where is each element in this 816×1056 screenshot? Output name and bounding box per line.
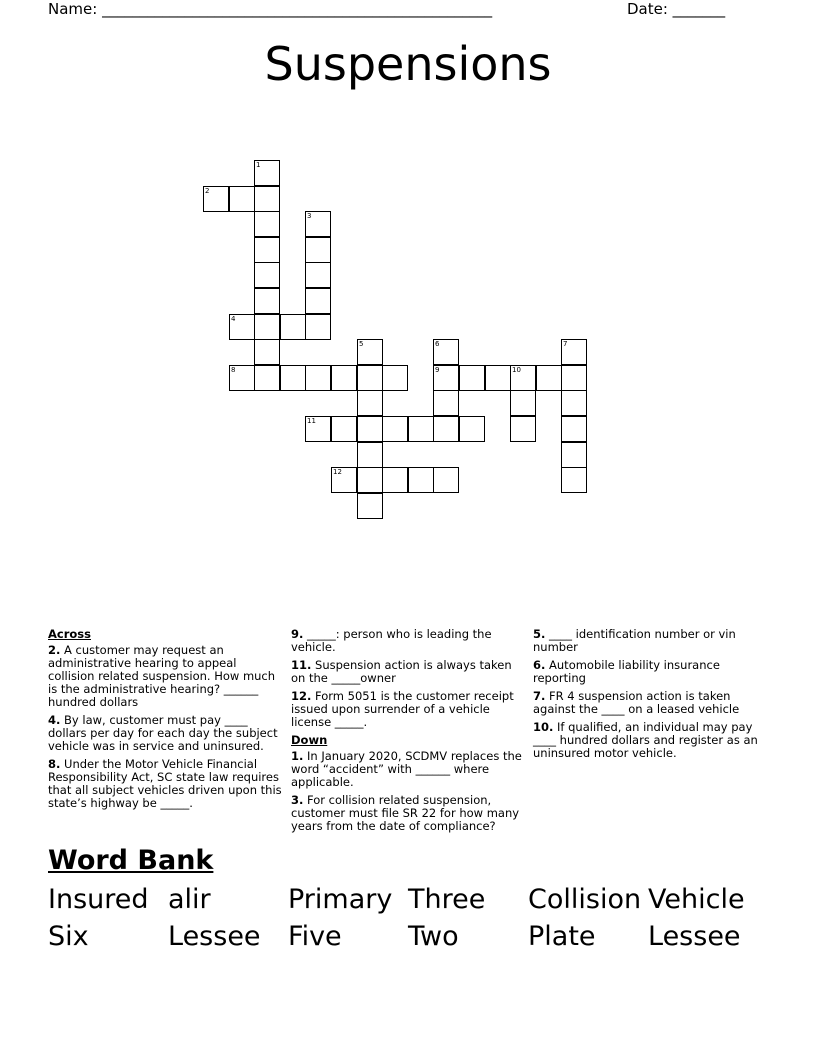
clue-across-2: 2. A customer may request an administrative hearing to appeal collision related suspension. How much is the administrative hearing? ______ hundred dollars <box>48 643 276 709</box>
crossword-cell[interactable] <box>203 186 229 212</box>
word-bank-word: alir <box>168 884 211 915</box>
crossword-cell[interactable] <box>305 365 331 391</box>
crossword-cell[interactable] <box>305 416 331 442</box>
clue-number-9: 9 <box>435 366 440 374</box>
clue-number-2: 2 <box>205 187 210 195</box>
crossword-cell[interactable] <box>331 467 357 493</box>
crossword-cell[interactable] <box>561 339 587 365</box>
crossword-cell[interactable] <box>408 416 434 442</box>
crossword-cell[interactable] <box>536 365 562 391</box>
crossword-cell[interactable] <box>382 467 408 493</box>
crossword-cell[interactable] <box>433 467 459 493</box>
crossword-cell[interactable] <box>229 365 255 391</box>
clue-number-10: 10 <box>512 366 521 374</box>
clue-down-6: 6. Automobile liability insurance reporting <box>533 658 720 685</box>
clues-column-1 <box>48 628 284 815</box>
down-heading: Down <box>291 733 328 747</box>
word-bank-word: Plate <box>528 921 596 952</box>
crossword-cell[interactable] <box>305 211 331 237</box>
clue-number-3: 3 <box>307 212 312 220</box>
clues-column-2 <box>291 628 527 838</box>
word-bank-word: Collision <box>528 884 642 915</box>
crossword-cell[interactable] <box>331 416 357 442</box>
crossword-cell[interactable] <box>357 365 383 391</box>
crossword-cell[interactable] <box>357 493 383 519</box>
clue-across-9: 9. _____: person who is leading the vehicle. <box>291 627 492 654</box>
crossword-cell[interactable] <box>305 262 331 288</box>
crossword-cell[interactable] <box>561 467 587 493</box>
crossword-cell[interactable] <box>305 237 331 263</box>
word-bank-word: Primary <box>288 884 393 915</box>
clue-number-6: 6 <box>435 340 440 348</box>
crossword-cell[interactable] <box>510 365 536 391</box>
clue-down-1: 1. In January 2020, SCDMV replaces the word “accident” with ______ where applicable. <box>291 749 522 789</box>
crossword-cell[interactable] <box>280 365 306 391</box>
crossword-cell[interactable] <box>382 365 408 391</box>
page-title: Suspensions <box>264 37 552 91</box>
crossword-cell[interactable] <box>254 314 280 340</box>
word-bank-word: Five <box>288 921 342 952</box>
crossword-cell[interactable] <box>561 416 587 442</box>
crossword-cell[interactable] <box>561 365 587 391</box>
crossword-cell[interactable] <box>357 442 383 468</box>
clue-across-12: 12. Form 5051 is the customer receipt issued upon surrender of a vehicle license _____. <box>291 689 514 729</box>
word-bank-word: Insured <box>48 884 149 915</box>
clue-number-5: 5 <box>359 340 364 348</box>
clue-down-3: 3. For collision related suspension, customer must file SR 22 for how many years from the date of compliance? <box>291 793 520 833</box>
crossword-cell[interactable] <box>433 390 459 416</box>
clue-across-11: 11. Suspension action is always taken on the _____owner <box>291 658 512 685</box>
clue-across-8: 8. Under the Motor Vehicle Financial Responsibility Act, SC state law requires that all subject vehicles driven upon this state’s highway be _____. <box>48 757 282 810</box>
crossword-cell[interactable] <box>433 339 459 365</box>
crossword-cell[interactable] <box>357 467 383 493</box>
word-bank-word: Three <box>408 884 486 915</box>
clue-down-7: 7. FR 4 suspension action is taken against the ____ on a leased vehicle <box>533 689 740 716</box>
word-bank-word: Six <box>48 921 89 952</box>
crossword-cell[interactable] <box>433 365 459 391</box>
clue-number-7: 7 <box>563 340 568 348</box>
crossword-cell[interactable] <box>459 365 485 391</box>
crossword-cell[interactable] <box>561 442 587 468</box>
clue-down-5: 5. ____ identification number or vin number <box>533 627 736 654</box>
crossword-cell[interactable] <box>254 262 280 288</box>
crossword-cell[interactable] <box>357 416 383 442</box>
crossword-cell[interactable] <box>254 211 280 237</box>
word-bank-word: Vehicle <box>648 884 745 915</box>
crossword-cell[interactable] <box>305 314 331 340</box>
word-bank-word: Lessee <box>648 921 741 952</box>
crossword-cell[interactable] <box>254 365 280 391</box>
crossword-cell[interactable] <box>561 390 587 416</box>
clue-number-4: 4 <box>231 315 236 323</box>
word-bank-title: Word Bank <box>48 845 214 876</box>
crossword-cell[interactable] <box>254 186 280 212</box>
crossword-cell[interactable] <box>357 339 383 365</box>
word-bank-word: Two <box>408 921 459 952</box>
crossword-cell[interactable] <box>254 160 280 186</box>
crossword-cell[interactable] <box>510 416 536 442</box>
crossword-cell[interactable] <box>254 288 280 314</box>
crossword-cell[interactable] <box>229 314 255 340</box>
clues-column-3 <box>533 628 769 765</box>
clue-number-1: 1 <box>256 161 261 169</box>
crossword-cell[interactable] <box>305 288 331 314</box>
crossword-cell[interactable] <box>229 186 255 212</box>
crossword-cell[interactable] <box>408 467 434 493</box>
crossword-cell[interactable] <box>433 416 459 442</box>
clue-number-8: 8 <box>231 366 236 374</box>
word-bank-word: Lessee <box>168 921 261 952</box>
across-heading: Across <box>48 627 91 641</box>
crossword-cell[interactable] <box>459 416 485 442</box>
crossword-cell[interactable] <box>485 365 511 391</box>
clue-number-11: 11 <box>307 417 316 425</box>
name-field: Name: ____________________________________________________ <box>48 0 493 18</box>
crossword-cell[interactable] <box>382 416 408 442</box>
clue-down-10: 10. If qualified, an individual may pay ____ hundred dollars and register as an uninsured motor vehicle. <box>533 720 758 760</box>
clue-across-4: 4. By law, customer must pay ____ dollars per day for each day the subject vehicle was in service and uninsured. <box>48 713 278 753</box>
crossword-cell[interactable] <box>280 314 306 340</box>
clue-number-12: 12 <box>333 468 342 476</box>
date-field: Date: _______ <box>627 0 726 18</box>
crossword-cell[interactable] <box>331 365 357 391</box>
crossword-cell[interactable] <box>254 339 280 365</box>
crossword-cell[interactable] <box>254 237 280 263</box>
crossword-cell[interactable] <box>510 390 536 416</box>
crossword-cell[interactable] <box>357 390 383 416</box>
